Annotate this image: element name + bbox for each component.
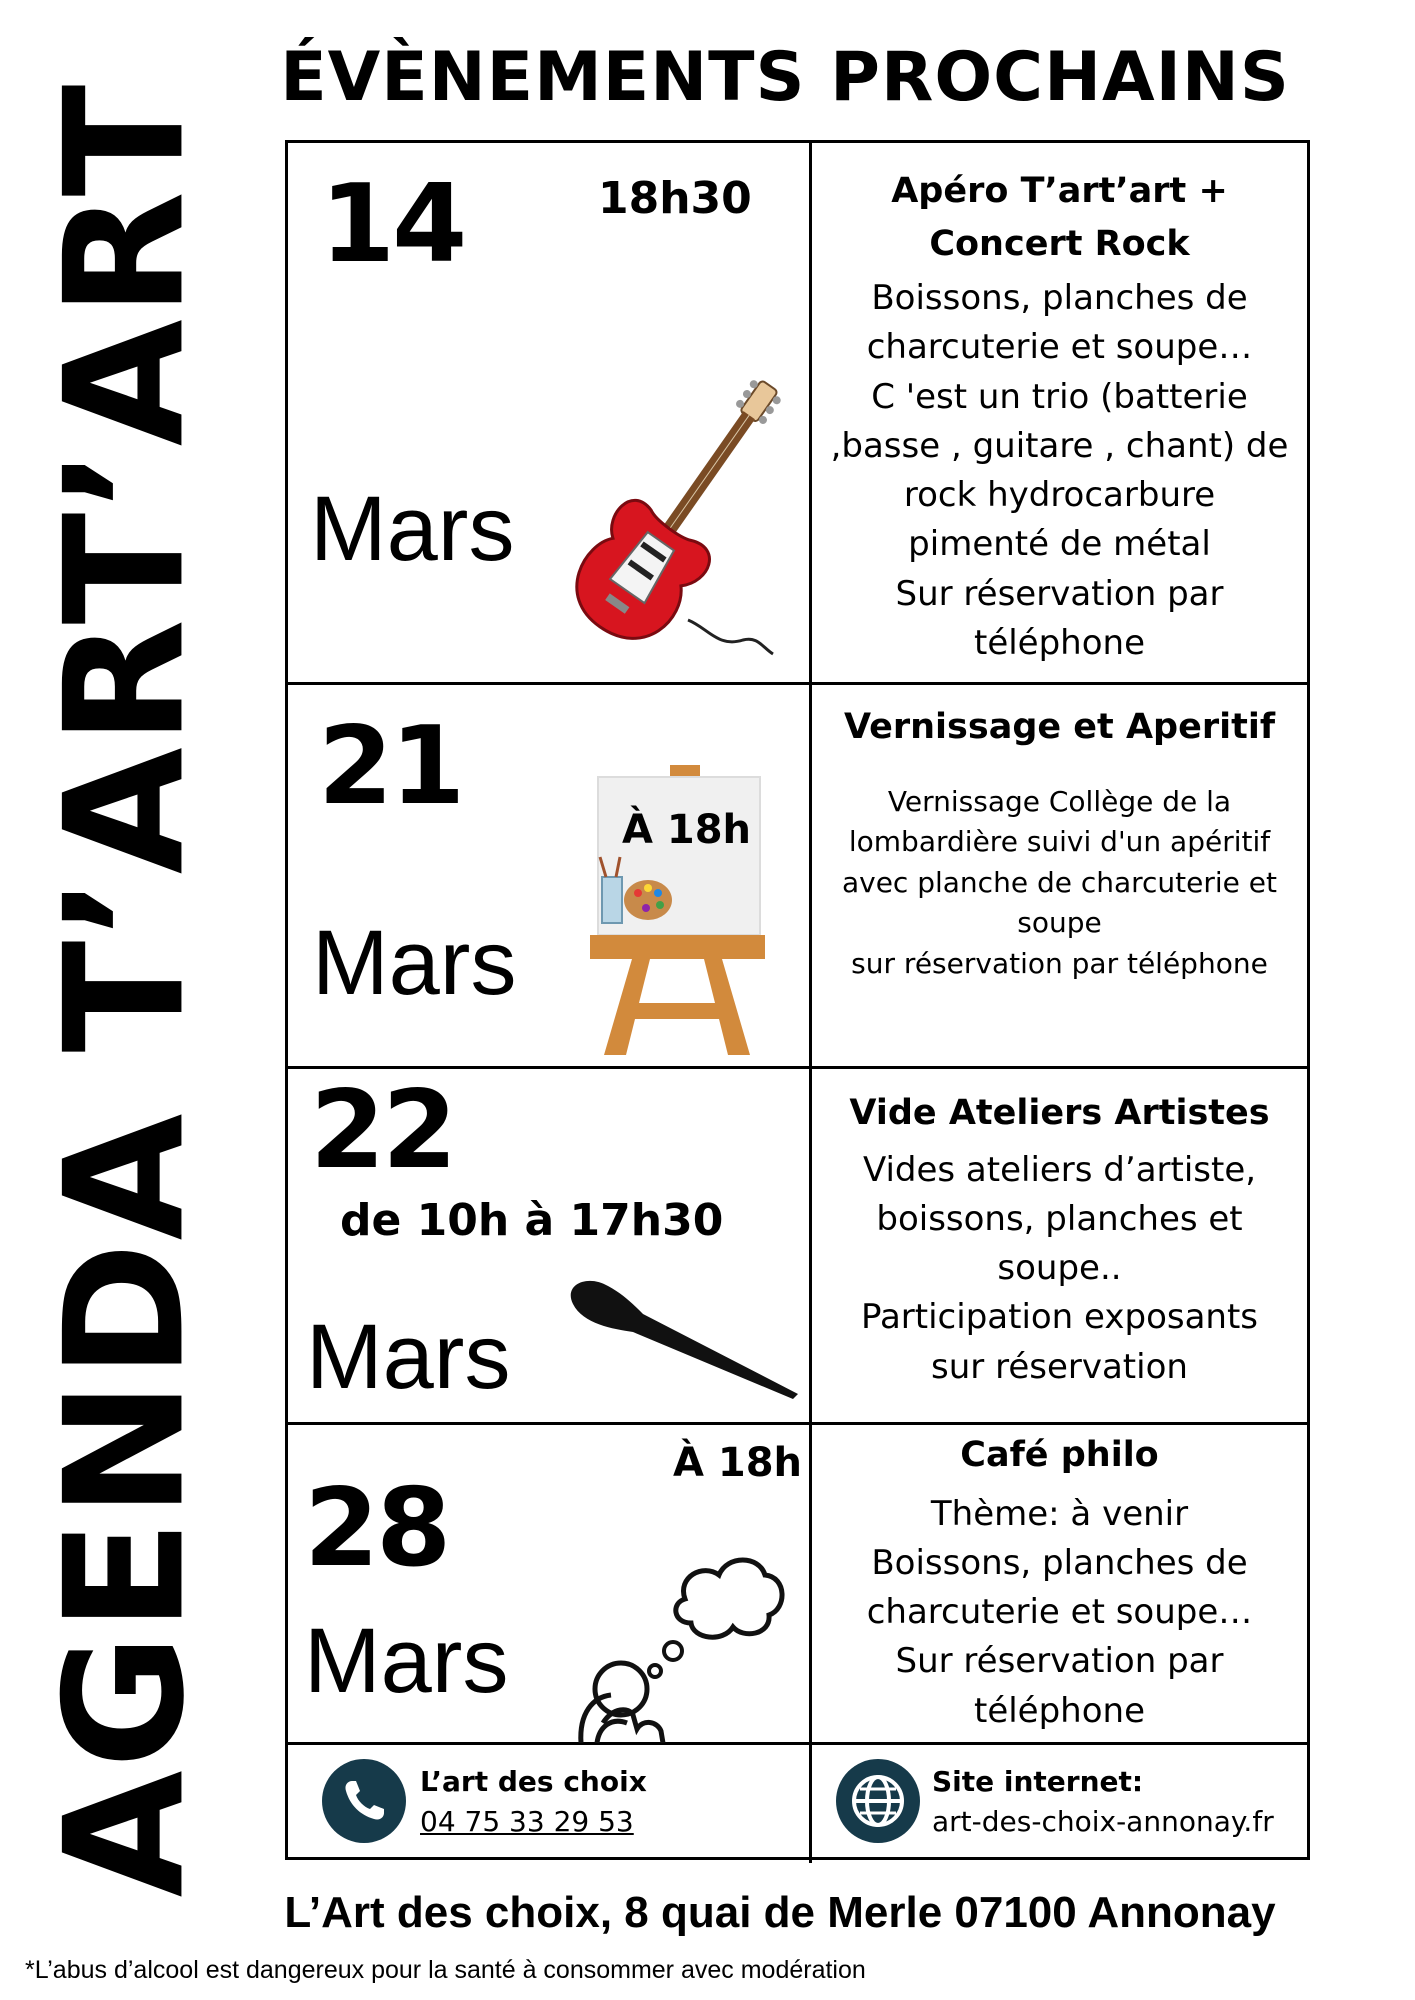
phone-icon (322, 1759, 406, 1843)
phone-cell (288, 1745, 812, 1863)
event-description: Vides ateliers d’artiste, boissons, planches et soupe.. Participation exposants sur réservation (860, 1149, 1259, 1387)
event-details-cell (812, 1425, 1307, 1742)
event-month: Mars (306, 1306, 511, 1408)
events-table (285, 140, 1310, 1860)
event-details-cell (812, 1069, 1307, 1422)
event-row (288, 1425, 1307, 1745)
alcohol-disclaimer: *L’abus d’alcool est dangereux pour la santé à consommer avec modération (25, 1956, 866, 1984)
event-details-cell (812, 685, 1307, 1066)
venue-address: L’Art des choix, 8 quai de Merle 07100 Annonay (284, 1888, 1276, 1937)
event-day: 14 (320, 162, 465, 287)
event-day: 21 (318, 704, 463, 829)
event-description: Vernissage Collège de la lombardière suivi d'un apéritif avec planche de charcuterie et soupe sur réservation par téléphone (841, 784, 1278, 980)
thinking-person-icon (573, 1547, 788, 1745)
event-day: 28 (304, 1466, 449, 1591)
event-title: Café philo (960, 1435, 1159, 1475)
event-month: Mars (304, 1610, 509, 1712)
event-month: Mars (312, 912, 517, 1014)
event-title: Vernissage et Aperitif (843, 707, 1276, 747)
event-time: 18h30 (598, 173, 752, 224)
event-row (288, 143, 1307, 685)
vertical-title (29, 60, 221, 1920)
event-date-cell (288, 1425, 812, 1742)
event-time: À 18h (622, 807, 752, 853)
vertical-title-text: AGENDA T’ART’ART (29, 82, 221, 1898)
website-link[interactable]: art-des-choix-annonay.fr (932, 1805, 1274, 1838)
event-time: À 18h (673, 1440, 803, 1486)
event-title: Apéro T’art’art + Concert Rock (891, 171, 1228, 264)
event-date-cell (288, 1069, 812, 1422)
globe-icon (836, 1759, 920, 1843)
event-description: Thème: à venir Boissons, planches de charcuterie et soupe… Sur réservation par téléphone (866, 1493, 1253, 1731)
event-row (288, 685, 1307, 1069)
event-description: Boissons, planches de charcuterie et soupe… C 'est un trio (batterie ,basse , guitare , chant) de rock hydrocarbure pimenté de métal Sur réservation par téléphone (830, 278, 1289, 664)
contact-row (288, 1745, 1307, 1863)
phone-label: L’art des choix (420, 1765, 647, 1798)
event-date-cell (288, 685, 812, 1066)
event-day: 22 (310, 1068, 455, 1193)
phone-number-link[interactable]: 04 75 33 29 53 (420, 1805, 634, 1838)
event-time: de 10h à 17h30 (340, 1195, 724, 1246)
event-month: Mars (310, 478, 515, 580)
event-date-cell (288, 143, 812, 682)
website-label: Site internet: (932, 1765, 1144, 1798)
website-cell (812, 1745, 1307, 1863)
page-heading: ÉVÈNEMENTS PROCHAINS (280, 38, 1290, 117)
event-title: Vide Ateliers Artistes (849, 1093, 1270, 1133)
event-details-cell (812, 143, 1307, 682)
electric-guitar-icon (568, 358, 798, 658)
event-row (288, 1069, 1307, 1425)
paintbrush-icon (563, 1274, 803, 1404)
